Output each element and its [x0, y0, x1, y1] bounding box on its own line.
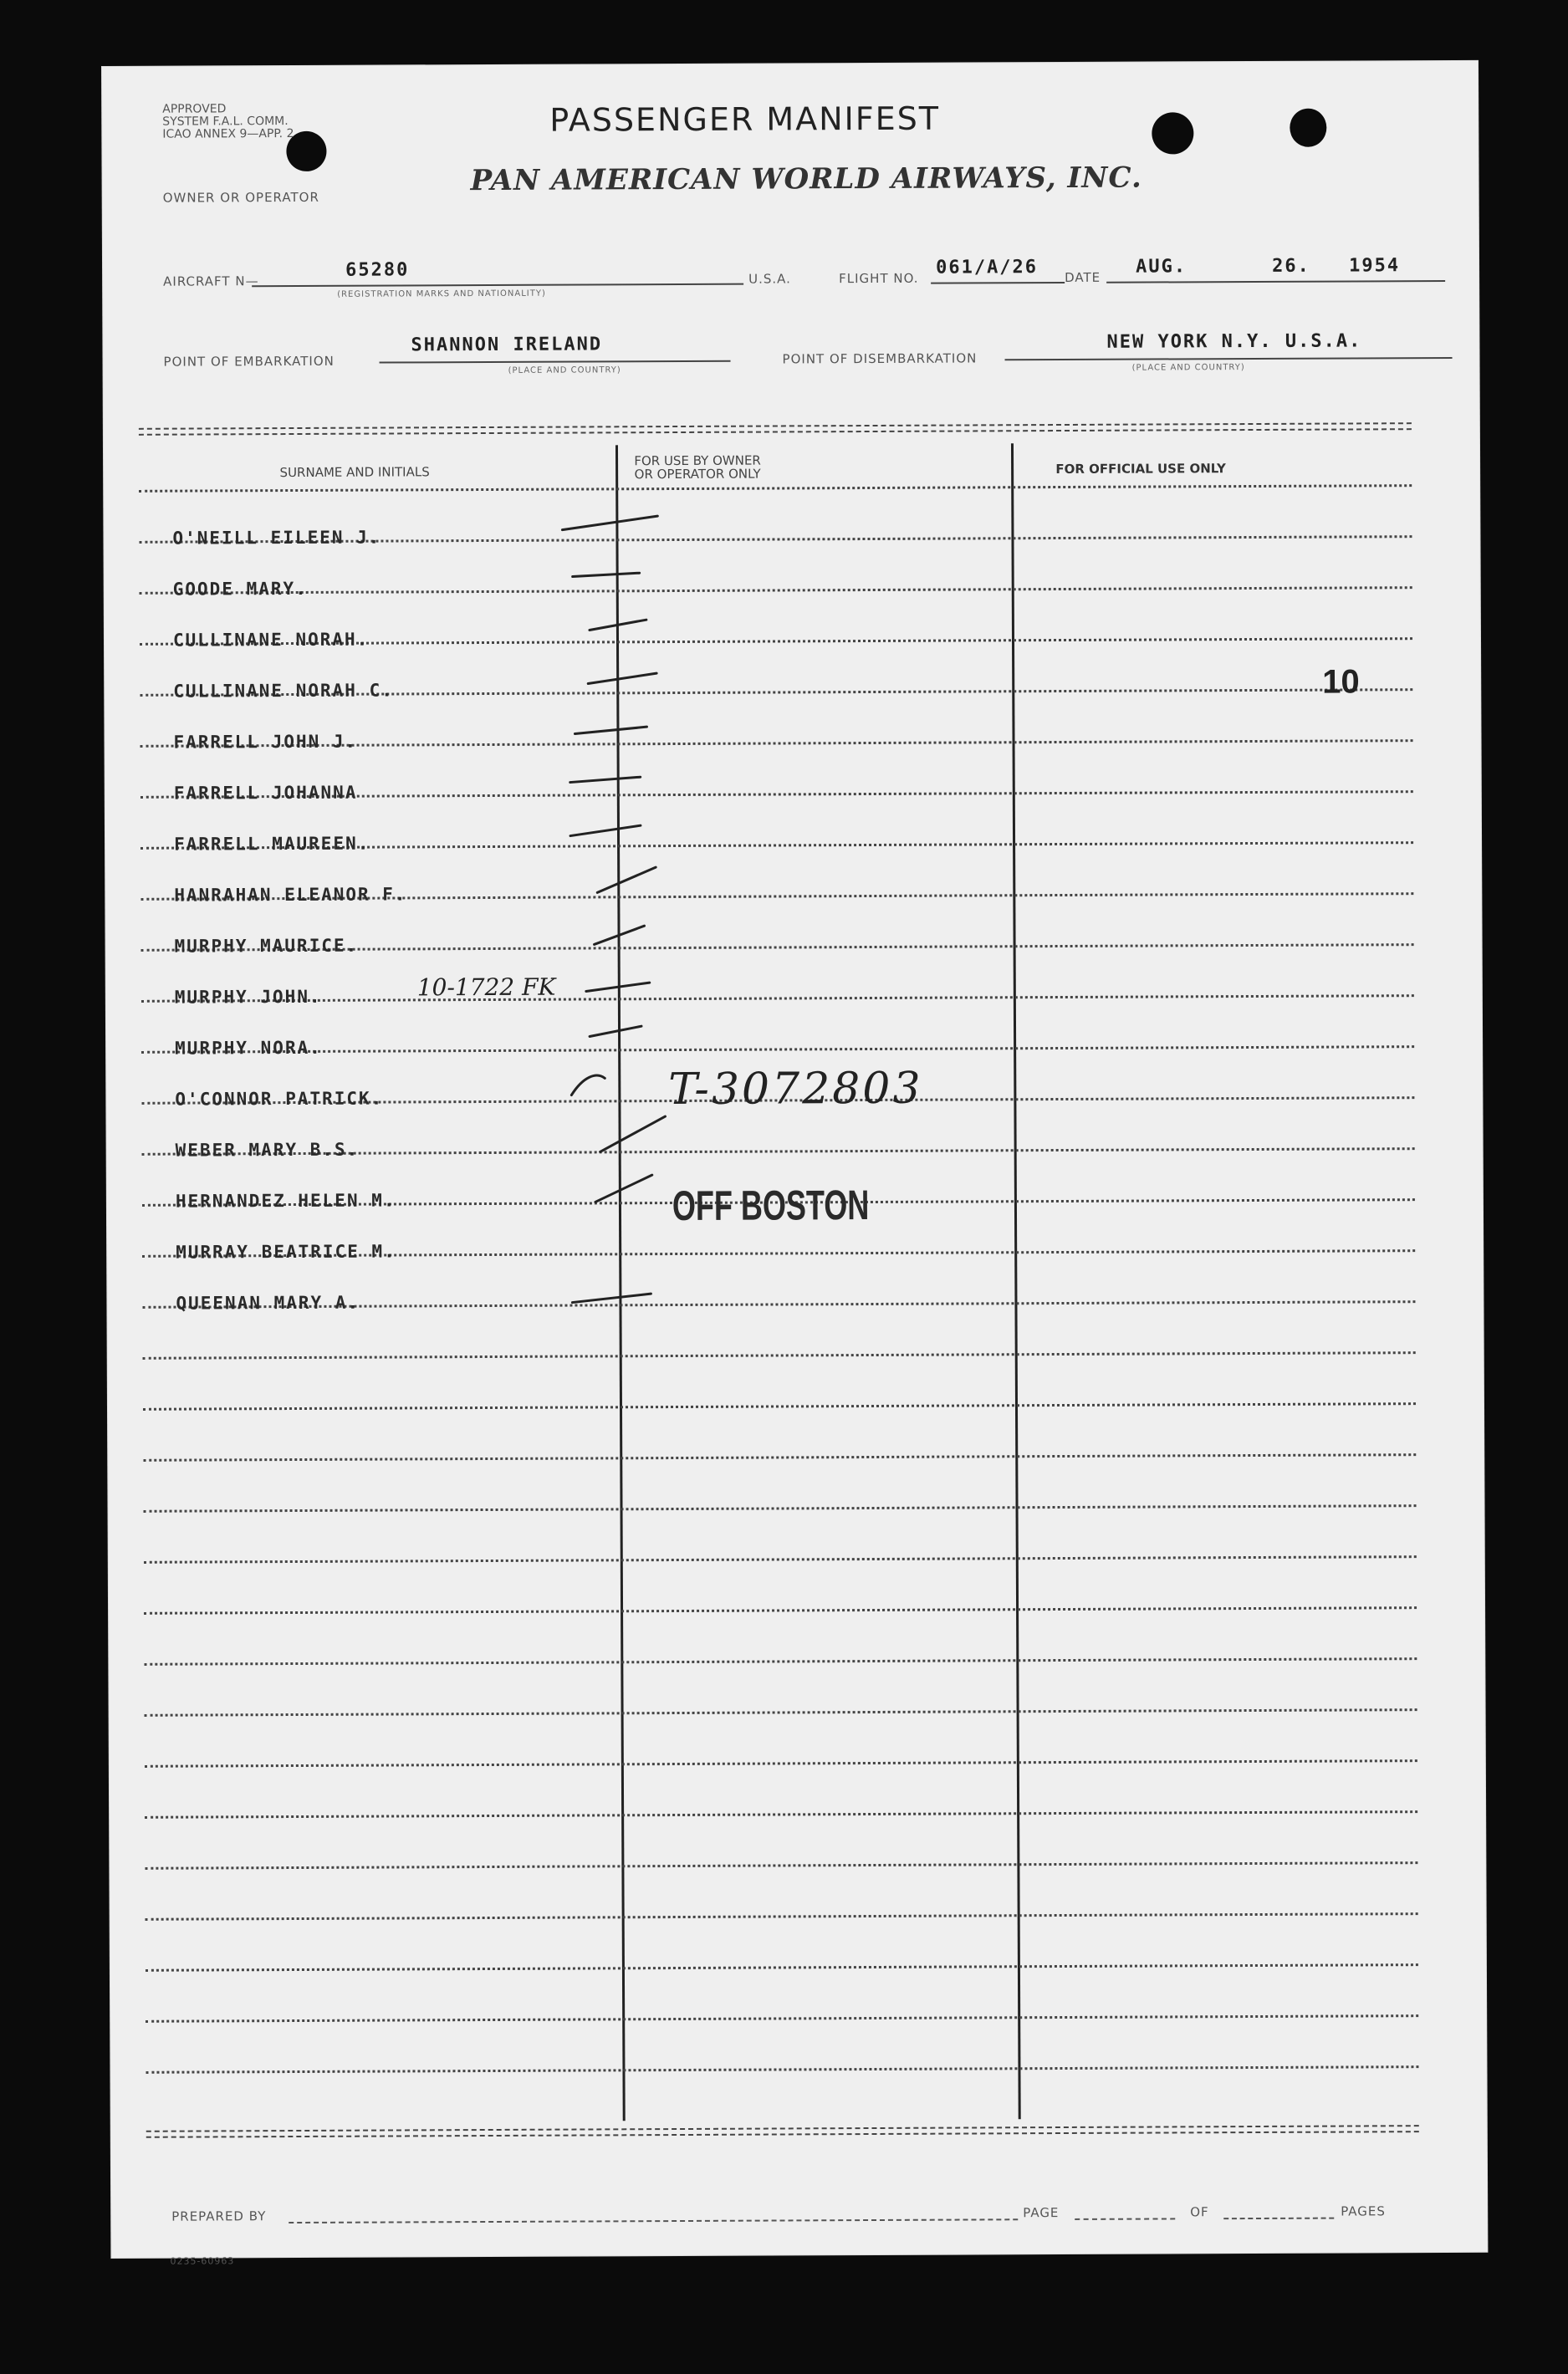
embarkation-caption: (PLACE AND COUNTRY) — [508, 365, 621, 375]
disembarkation-place: NEW YORK N.Y. U.S.A. — [1106, 330, 1362, 353]
check-mark — [600, 1116, 665, 1151]
owner-label: OWNER OR OPERATOR — [162, 189, 319, 206]
check-mark — [562, 516, 657, 529]
aircraft-label: AIRCRAFT N— — [163, 273, 259, 289]
check-marks — [102, 61, 1487, 2258]
check-mark — [588, 673, 656, 683]
murphy-john-note: 10-1722 FK — [416, 973, 556, 1002]
form-code: 0235-60963 — [170, 2255, 235, 2267]
date-year: 1954 — [1348, 255, 1401, 277]
passenger-name: FARRELL JOHANNA — [173, 782, 358, 804]
off-boston-stamp: OFF BOSTON — [672, 1182, 870, 1230]
check-mark — [570, 825, 641, 835]
airline-name: PAN AMERICAN WORLD AIRWAYS, INC. — [470, 161, 1142, 198]
prepared-by-label: PREPARED BY — [171, 2208, 267, 2224]
oconnor-note: T-3072803 — [668, 1063, 923, 1116]
check-mark — [570, 777, 641, 782]
passenger-name: WEBER MARY B.S. — [175, 1139, 360, 1161]
passenger-name: MURPHY NORA. — [175, 1037, 322, 1059]
check-mark — [575, 727, 646, 733]
flight-label: FLIGHT NO. — [839, 270, 919, 287]
embarkation-place: SHANNON IRELAND — [411, 334, 603, 356]
passenger-name: MURPHY MAURICE. — [174, 935, 359, 957]
column-header-official: FOR OFFICIAL USE ONLY — [1055, 461, 1226, 477]
owner-header-line: FOR USE BY OWNER — [634, 452, 761, 469]
disembarkation-caption: (PLACE AND COUNTRY) — [1131, 363, 1245, 373]
passenger-name: CULLINANE NORAH. — [172, 629, 370, 651]
passenger-name: FARRELL JOHN J. — [173, 731, 358, 753]
passenger-name: O'NEILL EILEEN J. — [172, 527, 381, 549]
check-mark — [573, 573, 640, 576]
passenger-name: HERNANDEZ HELEN M. — [175, 1190, 396, 1212]
pages-label: PAGES — [1341, 2203, 1386, 2219]
passenger-name: GOODE MARY. — [172, 578, 308, 600]
date-day: 26. — [1271, 255, 1310, 277]
column-header-surname: SURNAME AND INITIALS — [279, 464, 430, 481]
page-title: PASSENGER MANIFEST — [549, 100, 941, 139]
passenger-name: QUEENAN MARY A. — [176, 1292, 360, 1314]
manifest-sheet — [102, 61, 1487, 2267]
check-mark — [590, 1026, 641, 1036]
check-mark — [597, 867, 656, 892]
registration-caption: (REGISTRATION MARKS AND NATIONALITY) — [337, 288, 546, 299]
check-mark — [590, 620, 646, 630]
check-mark — [571, 1075, 605, 1095]
approval-line: ICAO ANNEX 9—APP. 2 — [162, 126, 294, 141]
flight-number: 061/A/26 — [936, 257, 1039, 278]
nationality: U.S.A. — [748, 271, 791, 287]
passenger-name: FARRELL MAUREEN. — [174, 833, 370, 855]
date-month: AUG. — [1136, 256, 1187, 278]
disembarkation-label: POINT OF DISEMBARKATION — [782, 350, 978, 367]
of-label: OF — [1190, 2204, 1209, 2220]
aircraft-number: 65280 — [345, 259, 410, 281]
page-label: PAGE — [1023, 2205, 1060, 2221]
check-mark — [572, 1294, 651, 1302]
check-mark — [594, 926, 644, 944]
approval-line: APPROVED — [162, 102, 227, 116]
official-count: 10 — [1322, 663, 1360, 701]
passenger-name: HANRAHAN ELEANOR F. — [174, 884, 407, 906]
passenger-name: O'CONNOR PATRICK. — [175, 1088, 384, 1110]
date-label: DATE — [1065, 269, 1101, 285]
owner-header-line: OR OPERATOR ONLY — [634, 466, 761, 482]
passenger-name: CULLINANE NORAH C. — [173, 680, 394, 702]
check-mark — [586, 983, 650, 991]
passenger-name: MURRAY BEATRICE M. — [176, 1241, 396, 1263]
embarkation-label: POINT OF EMBARKATION — [163, 353, 335, 370]
approval-line: SYSTEM F.A.L. COMM. — [162, 115, 289, 129]
check-mark — [595, 1175, 652, 1202]
passenger-name: MURPHY JOHN. — [174, 986, 322, 1008]
